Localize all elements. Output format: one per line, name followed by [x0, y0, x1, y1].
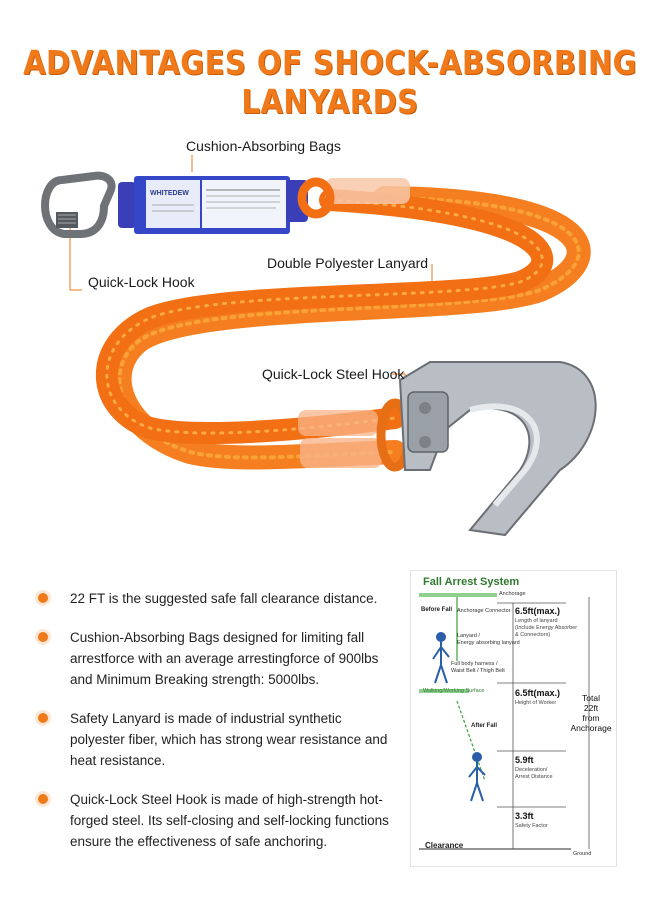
- page-title: ADVANTAGES OF SHOCK-ABSORBING LANYARDS: [23, 42, 637, 122]
- label-harness-1: Full body harness /: [451, 661, 498, 667]
- list-item: Quick-Lock Steel Hook is made of high-strength hot-forged steel. Its self-closing and self-locking functions ensure the effectiveness of safe anchoring.: [38, 789, 398, 852]
- fall-arrest-diagram: Fall Arrest System Anchorage Before Fall Anchorage Connector Lanyard / Energy absorbing lanyard Full body harness / Waist Belt / Thigh Belt Walking/Working Surface After Fall 6.5ft(max.) Length of lanyard (Include Energy Absorber & Connectors) 6.5ft(max.) Height of Worker 5.9ft Deceleration/ Arrest Distance 3.3ft Safety Factor Total 22ft from Anchorage Clearance Ground: [410, 570, 617, 867]
- rope-sleeve-top: [325, 178, 410, 204]
- label-after-fall: After Fall: [471, 723, 498, 729]
- callout-steel-hook: Quick-Lock Steel Hook: [262, 366, 405, 382]
- diagram-title: Fall Arrest System: [423, 576, 520, 588]
- label-before-fall: Before Fall: [421, 607, 453, 613]
- label-clearance: Clearance: [425, 841, 464, 850]
- list-item: Cushion-Absorbing Bags designed for limiting fall arrestforce with an average arrestingforce of 900lbs and Minimum Breaking strength: 5000lbs.: [38, 627, 398, 690]
- feature-list: [38, 588, 398, 870]
- label-lanyard-1: Lanyard /: [457, 633, 480, 639]
- carabiner-icon: [45, 176, 112, 234]
- worker-after-icon: [469, 753, 485, 801]
- bullet-icon: [38, 632, 48, 642]
- bullet-icon: [38, 713, 48, 723]
- list-item: 22 FT is the suggested safe fall clearance distance.: [38, 588, 398, 609]
- label-anchorage-connector: Anchorage Connector: [457, 608, 511, 614]
- segment-1-value: 6.5ft(max.): [515, 606, 561, 616]
- label-harness-2: Waist Belt / Thigh Belt: [451, 668, 505, 674]
- segment-3-value: 5.9ft: [515, 755, 534, 765]
- absorber-bag: [118, 176, 308, 234]
- label-working-surface: Walking/Working Surface: [423, 688, 485, 694]
- callout-cushion-bags: Cushion-Absorbing Bags: [186, 138, 341, 154]
- bullet-icon: [38, 593, 48, 603]
- steel-hook-icon: [381, 362, 596, 535]
- list-item: Safety Lanyard is made of industrial synthetic polyester fiber, which has strong wear resistance and heat resistance.: [38, 708, 398, 771]
- label-ground: Ground: [573, 851, 592, 857]
- worker-before-icon: [433, 633, 449, 683]
- total-distance: Total 22ft from Anchorage: [570, 693, 612, 733]
- callout-quick-lock-hook: Quick-Lock Hook: [88, 274, 195, 290]
- absorber-brand: WHITEDEW: [150, 190, 189, 197]
- callout-double-lanyard: Double Polyester Lanyard: [267, 255, 429, 271]
- segment-4-value: 3.3ft: [515, 811, 534, 821]
- product-illustration: [0, 140, 660, 540]
- label-lanyard-2: Energy absorbing lanyard: [457, 640, 520, 646]
- rope-sleeve-bottom: [300, 438, 382, 468]
- segment-2-value: 6.5ft(max.): [515, 688, 561, 698]
- bullet-icon: [38, 794, 48, 804]
- label-anchorage: Anchorage: [499, 591, 526, 597]
